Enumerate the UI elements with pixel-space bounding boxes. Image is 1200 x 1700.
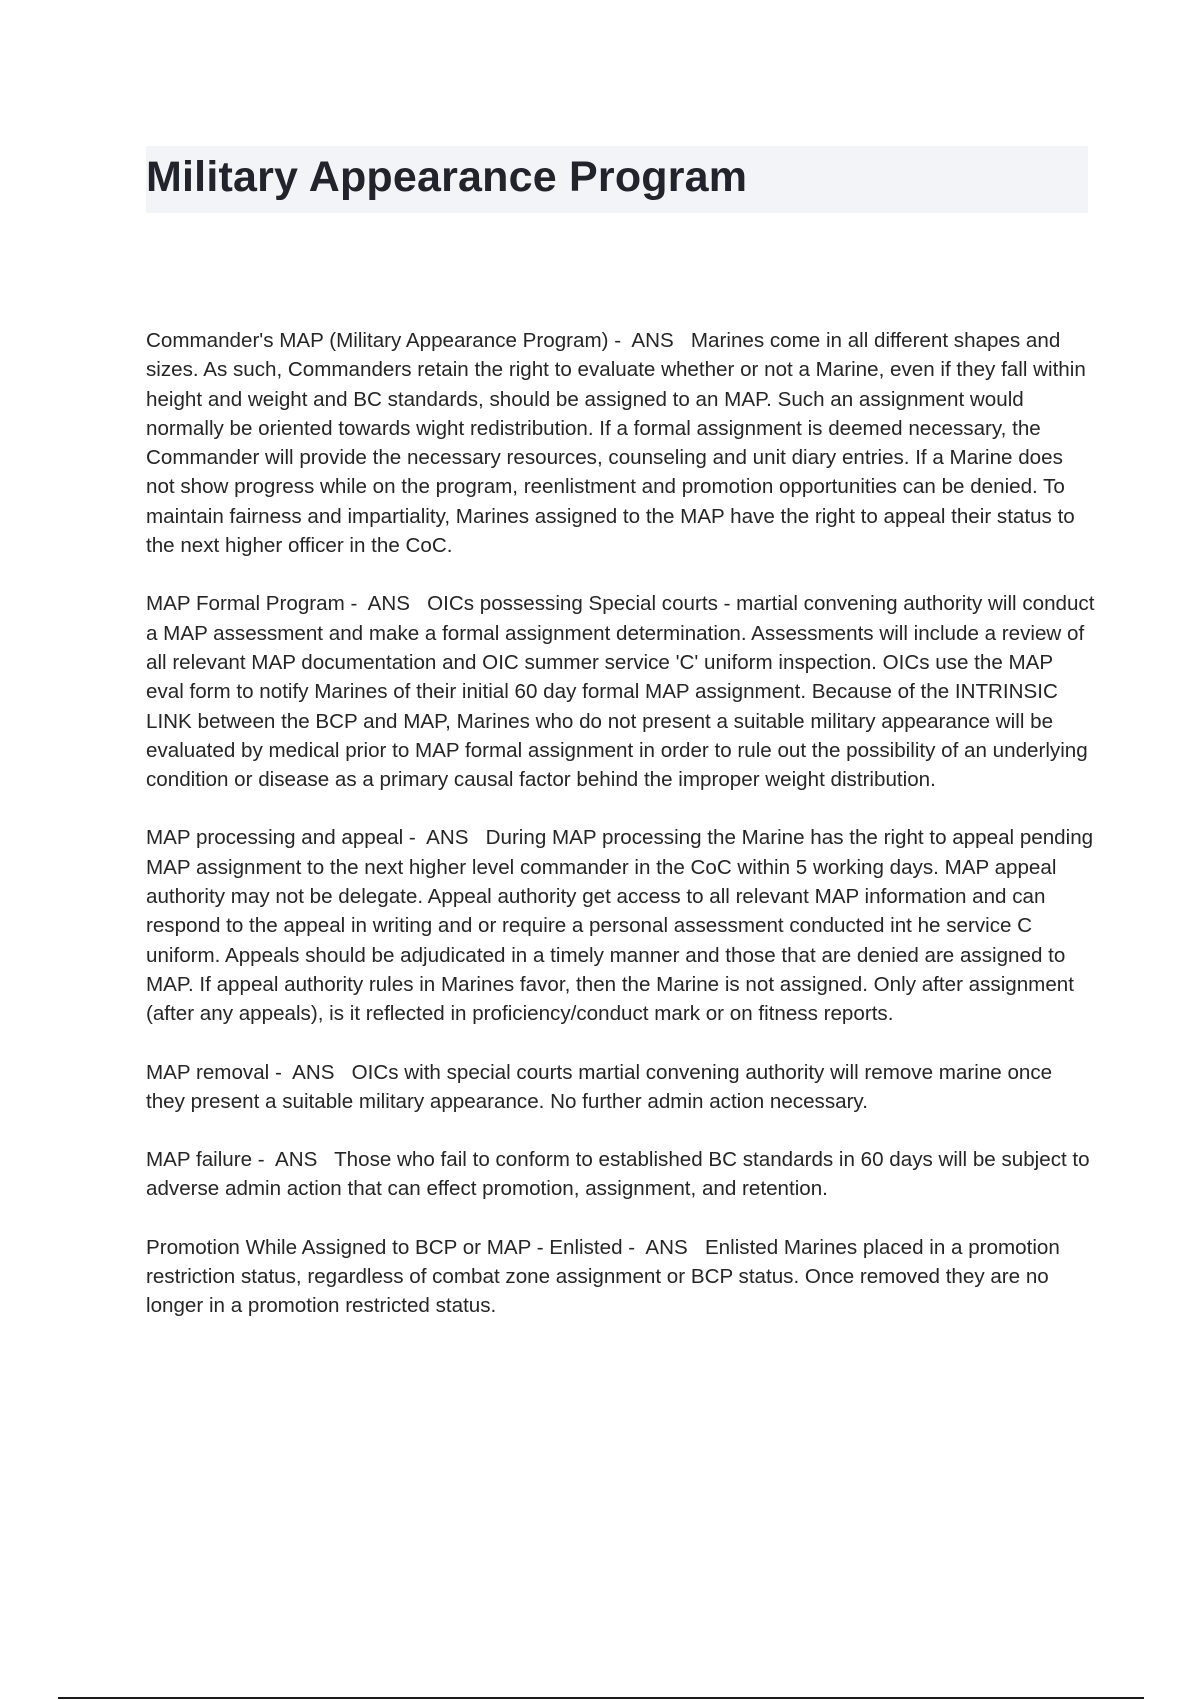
entry-answer: Enlisted Marines placed in a promotion restriction status, regardless of combat zone assignment or BCP status. Once removed they are no longer in a promotion restricted status. <box>146 1235 1066 1318</box>
footer-divider <box>58 1697 1144 1699</box>
entry-marker: ANS <box>363 592 416 616</box>
qa-entry <box>146 823 1099 1028</box>
qa-entry <box>146 1058 1096 1117</box>
title-band <box>146 146 1088 213</box>
entry-term: Promotion While Assigned to BCP or MAP - Enlisted - <box>146 1235 641 1259</box>
entry-marker: ANS <box>640 1235 694 1259</box>
qa-entry <box>146 1145 1096 1204</box>
entry-term: MAP processing and appeal - <box>146 826 422 850</box>
entry-marker: ANS <box>626 329 680 352</box>
entry-answer: OICs with special courts martial convening authority will remove marine once they present a suitable military appearance. No further admin action necessary. <box>146 1060 1058 1113</box>
entry-term: MAP Formal Program - <box>146 592 364 616</box>
qa-entry <box>146 1233 1096 1321</box>
qa-entry <box>146 589 1101 794</box>
entry-marker: ANS <box>270 1148 324 1172</box>
entry-term: MAP removal - <box>146 1060 288 1084</box>
entry-marker: ANS <box>287 1060 341 1084</box>
entry-answer: Marines come in all different shapes and sizes. As such, Commanders retain the right to evaluate whether or not a Marine, even if they fall within height and weight and BC standards, should be assigned to an MAP. Such an assignment would normally be oriented towards wight redistribution. If a formal assignment is deemed necessary, the Commander will provide the necessary resources, counseling and unit diary entries. If a Marine does not show progress while on the program, reenlistment and promotion opportunities can be denied. To maintain fairness and impartiality, Marines assigned to the MAP have the right to appeal their status to the next higher officer in the CoC. <box>146 329 1092 558</box>
entry-term: Commander's MAP (Military Appearance Program) - <box>146 329 627 352</box>
entry-term: MAP failure - <box>146 1148 271 1172</box>
entry-marker: ANS <box>421 826 475 850</box>
qa-list <box>146 326 1101 1350</box>
page-title: Military Appearance Program <box>146 153 748 201</box>
qa-entry <box>146 326 1096 560</box>
entry-answer: OICs possessing Special courts - martial convening authority will conduct a MAP assessment and make a formal assignment determination. Assessments will include a review of all relevant MAP documentation and OIC summer service 'C' uniform inspection. OICs use the MAP eval form to notify Marines of their initial 60 day formal MAP assignment. Because of the INTRINSIC LINK between the BCP and MAP, Marines who do not present a suitable military appearance will be evaluated by medical prior to MAP formal assignment in order to rule out the possibility of an underlying condition or disease as a primary causal factor behind the improper weight distribution. <box>146 592 1101 792</box>
entry-answer: During MAP processing the Marine has the right to appeal pending MAP assignment to the next higher level commander in the CoC within 5 working days. MAP appeal authority may not be delegate. Appeal authority get access to all relevant MAP information and can respond to the appeal in writing and or require a personal assessment conducted int he service C uniform. Appeals should be adjudicated in a timely manner and those that are denied are assigned to MAP. If appeal authority rules in Marines favor, then the Marine is not assigned. Only after assignment (after any appeals), is it reflected in proficiency/conduct mark or on fitness reports. <box>146 826 1099 1026</box>
entry-answer: Those who fail to conform to established BC standards in 60 days will be subject to adverse admin action that can effect promotion, assignment, and retention. <box>146 1148 1096 1201</box>
